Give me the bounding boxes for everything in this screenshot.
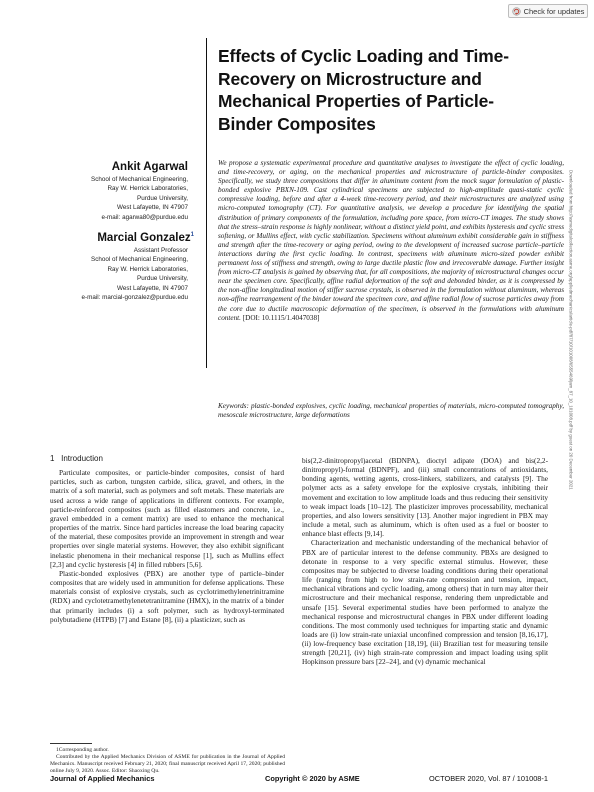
section-number: 1 xyxy=(50,454,55,463)
affiliation-line: Ray W. Herrick Laboratories, xyxy=(107,185,188,193)
paragraph: Particulate composites, or particle-binder composites, consist of hard particles, such as carbon, tungsten carbide, silica, gravel, and others, in the matrix of a soft material, such as polymers and soft metals. These materials are used across a wide range of applications in different contexts. For example, particle-reinforced composites (such as filled elastomers and concrete, i.e., gravel embedded in a cement matrix) are used to enhance the mechanical properties of the matrix. Since hard particles increase the load bearing capacity of the material, these composites provide an improvement in strength and wear properties over single material systems. However, they also exhibit significant inelastic phenomena in their mechanical response [1], such as Mullins effect [2,3] and cyclic hysteresis [4] in filled rubbers [5,6]. xyxy=(50,468,284,569)
paper-title: Effects of Cyclic Loading and Time-Recovery on Microstructure and Mechanical Properties of Particle-Binder Composites xyxy=(218,46,509,134)
check-for-updates-label: Check for updates xyxy=(523,6,585,16)
abstract-text: We propose a systematic experimental procedure and quantitative analyses to investigate the effect of cyclic loading, and time-recovery, or aging, on the mechanical properties and microstructure of particle-binder composites. Specifically, we study three compositions that differ in aluminum content from the mock sugar formulation of plastic-bonded explosive PBXN-109. Cast cylindrical specimens are subjected to high-amplitude quasi-static cyclic compressive loading, before and after a 4-week time-recovery period, and their microstructures are analyzed using micro-computed tomography (CT). For quantitative analysis, we develop a procedure for identifying the spatial distribution of primary components of the formulation, including pore space, from micro-CT images. The study shows that the stress–strain response is highly nonlinear, without a distinct yield point, and exhibits hysteresis and cyclic stress softening, or Mullins effect, with cyclic stabilization. Specimens without aluminum exhibit considerable gain in stiffness and strength after the time-recovery or aging period, owing to the development of increased sucrose particle–particle interactions during the first cyclic loading. In contrast, specimens with aluminum micro-sized powder exhibit permanent loss of stiffness and strength, owing to large ductile plastic flow and irrecoverable damage. Further insight from micro-CT analysis is gained by observing that, for all compositions, the majority of microstructural changes occur near the specimen core. Specifically, affine radial deformation of the soft and debonded binder, as it is compressed by the non-affine longitudinal motion of stiffer sucrose crystals, is observed in the formulation without aluminum, whereas non-affine rearrangement of the binder toward the specimen core, and affine radial flow of sucrose particles away from the core due to ductile macroscopic deformation of the specimen, is observed in the formulations with aluminum content. xyxy=(218,159,564,322)
doi-link[interactable]: [DOI: 10.1115/1.4047038] xyxy=(242,313,320,322)
author-block-2 xyxy=(60,232,194,302)
check-for-updates-button[interactable] xyxy=(508,4,588,18)
footer-issue: OCTOBER 2020, Vol. 87 / 101008-1 xyxy=(428,774,548,783)
author-email[interactable]: e-mail: agarwa80@purdue.edu xyxy=(101,213,188,221)
affiliation-line: West Lafayette, IN 47907 xyxy=(117,284,188,292)
footnote-rule xyxy=(50,743,92,744)
affiliation-line: Purdue University, xyxy=(137,194,188,202)
section-title: Introduction xyxy=(61,454,103,463)
affiliation-line: Ray W. Herrick Laboratories, xyxy=(107,265,188,273)
author-email[interactable]: e-mail: marcial-gonzalez@purdue.edu xyxy=(81,294,188,302)
paragraph: Characterization and mechanistic understanding of the mechanical behavior of PBX are of particular interest to the defense community. PBXs are designed to detonate in response to a very specific external stimulus. However, these composites may be subjected to diverse loading conditions during their operational life (ranging from high to low strain-rate compression and tension, impact, mechanical vibrations and cyclic loading, among others) that in turn may alter their microstructure and their mechanical response, rendering them unpredictable and unsafe [15]. Several experimental studies have been performed to analyze the mechanical response and microstructural changes in PBX under different loading conditions. The most commonly used techniques for imparting static and dynamic loads are (i) low strain-rate uniaxial unconfined compression and tension [8,16,17], (ii) low-frequency base excitation [18,19], (iii) Brazilian test for measuring tensile strength [20,21], (iv) high strain-rate compression and impact loading using split Hopkinson pressure bars [22–24], and (v) dynamic mechanical xyxy=(302,538,548,667)
author-affiliation xyxy=(60,246,188,302)
download-watermark xyxy=(564,170,578,640)
paragraph: bis(2,2-dinitropropyl)acetal (BDNPA), dioctyl adipate (DOA) and bis(2,2-dinitropropyl)-formal (BDNPF), and (iii) small concentrations of antioxidants, bonding agents, wetting agents, cross-linkers, stabilizers, and catalysts [9]. The polymer acts as a safety envelope for the explosive crystals, inhibiting their movement and excitation to low amplitude loads and thus reducing their sensitivity to weak impact loads [10–12]. The plasticizer improves processability, mechanical properties, and also lowers sensitivity [13]. Another major ingredient in PBX may include a metal, such as aluminum, which is often used as a fuel or booster to enhance blast effects [9,14]. xyxy=(302,456,548,539)
keywords-label: Keywords: xyxy=(218,402,249,410)
footnote xyxy=(50,747,285,775)
author-name: Ankit Agarwal xyxy=(111,161,188,173)
corresponding-author-mark[interactable]: 1 xyxy=(190,232,194,239)
affiliation-line: Purdue University, xyxy=(137,275,188,283)
left-column xyxy=(50,454,284,624)
affiliation-line: School of Mechanical Engineering, xyxy=(91,256,188,264)
affiliation-line: West Lafayette, IN 47907 xyxy=(117,204,188,212)
title-rule xyxy=(206,38,207,368)
section-heading xyxy=(50,454,284,463)
abstract xyxy=(218,159,564,323)
author-affiliation xyxy=(60,175,188,222)
right-column xyxy=(302,456,548,667)
author-name xyxy=(60,232,194,244)
affiliation-line: School of Mechanical Engineering, xyxy=(91,176,188,183)
footnote-corresponding: 1Corresponding author. xyxy=(56,747,109,753)
keywords xyxy=(218,402,564,420)
affiliation-line: Assistant Professor xyxy=(133,247,188,254)
page-footer xyxy=(50,774,548,786)
refresh-icon xyxy=(512,7,521,16)
footer-journal: Journal of Applied Mechanics xyxy=(50,774,155,783)
author-block-1 xyxy=(60,161,188,222)
keywords-text: plastic-bonded explosives, cyclic loading, mechanical properties of materials, micro-computed tomography, mesoscale microstructure, large deformations xyxy=(218,402,564,420)
footer-copyright: Copyright © 2020 by ASME xyxy=(265,774,360,783)
footnote-submission: Contributed by the Applied Mechanics Division of ASME for publication in the Journal of Applied Mechanics. Manuscript received February 21, 2020; final manuscript received April 17, 2020; published online July 9, 2020. Assoc. Editor: Shaoxing Qu. xyxy=(50,754,285,774)
download-watermark-text: Downloaded from http://asmedigitalcollection.asme.org/appliedmechanics/article-pdf/87/10/101008/6555469/jam_87_10_101008.pdf by guest on 20 December 2021 xyxy=(568,170,574,490)
paragraph: Plastic-bonded explosives (PBX) are another type of particle–binder composites that are widely used in ammunition for defense applications. These materials consist of explosive crystals, such as cyclotrimethylenetrinitramine (RDX) and cyclotetramethylenetetranitramine (HMX), in the matrix of a binder that primarily includes (i) a soft polymer, such as hydroxyl-terminated polybutadiene (HTPB) [7] and Estane [8], (ii) a plasticizer, such as xyxy=(50,568,284,624)
author-name-text: Marcial Gonzalez xyxy=(97,232,191,244)
